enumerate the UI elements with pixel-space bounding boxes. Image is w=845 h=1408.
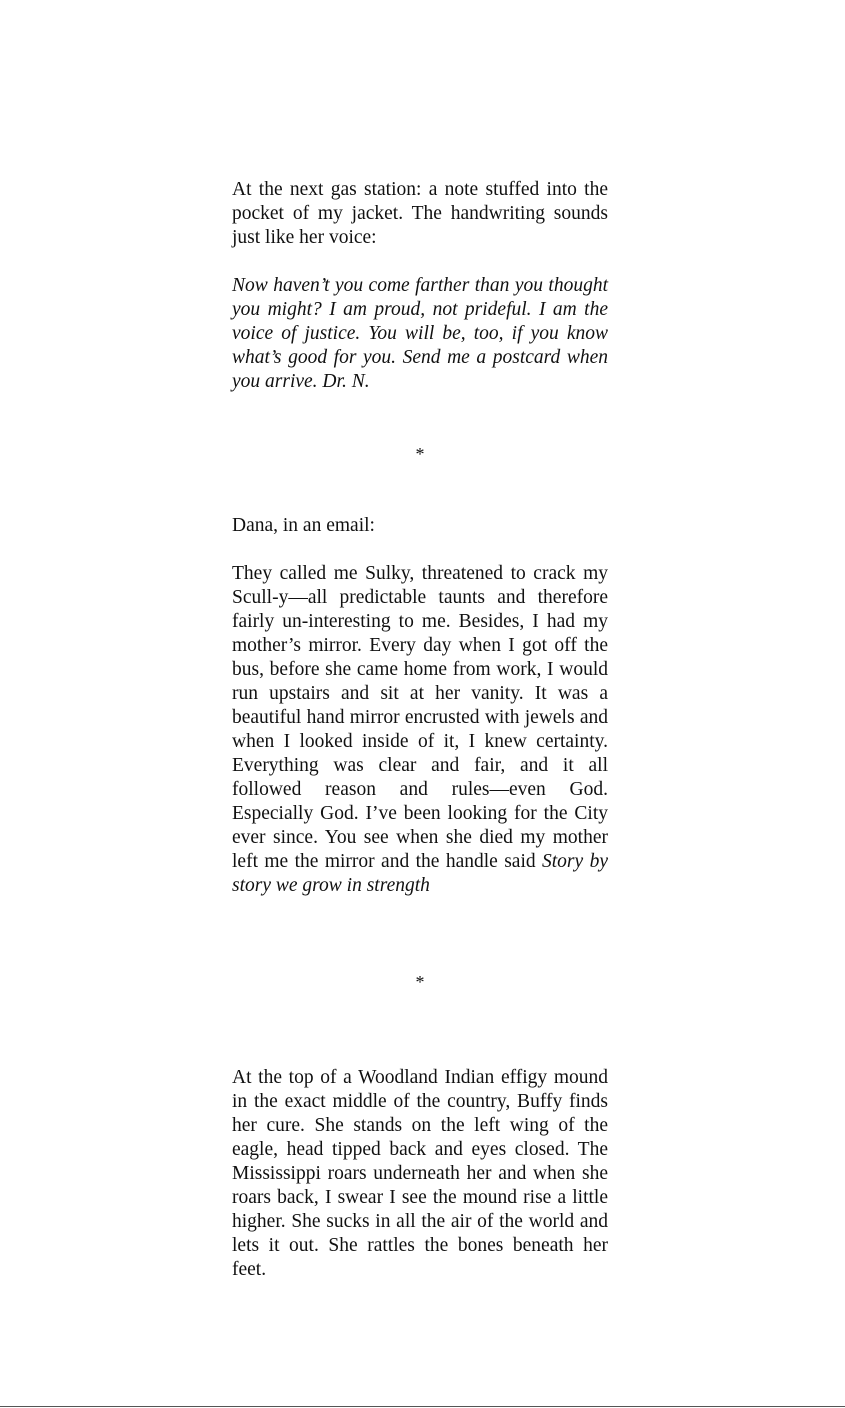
email-heading [232, 514, 608, 538]
note-paragraph: Now haven’t you come farther than you thought you might? I am proud, not prideful. I am the voice of justice. You will be, too, if you know what’s good for you. Send me a postcard when you arrive. Dr. N. [232, 275, 608, 392]
email-passage [232, 562, 608, 898]
section-separator: * [415, 444, 425, 464]
intro-paragraph: At the next gas station: a note stuffed into the pocket of my jacket. The handwriting sounds just like her voice: [232, 179, 608, 248]
section-separator: * [415, 972, 425, 992]
mound-paragraph: At the top of a Woodland Indian effigy mound in the exact middle of the country, Buffy finds her cure. She stands on the left wing of the eagle, head tipped back and eyes closed. The Mississippi roars underneath her and when she roars back, I swear I see the mound rise a little higher. She sucks in all the air of the world and lets it out. She rattles the bones beneath her feet. [232, 1067, 608, 1280]
mirror-inscription: Story by story we grow in strength [232, 851, 608, 896]
email-body-text: They called me Sulky, threatened to crack my Scull-y—all predictable taunts and therefore fairly un-interesting to me. Besides, I had my mother’s mirror. Every day when I got off the bus, before she came home from work, I would run upstairs and sit at her vanity. It was a beautiful hand mirror encrusted with jewels and when I looked inside of it, I knew certainty. Everything was clear and fair, and it all followed reason and rules—even God. Especially God. I’ve been looking for the City ever since. You see when she died my mother left me the mirror and the handle said [232, 563, 608, 872]
gas-station-passage [232, 178, 608, 250]
email-intro: Dana, in an email: [232, 515, 375, 536]
mound-passage [232, 1066, 608, 1282]
email-paragraph [232, 562, 608, 898]
doctor-note [232, 274, 608, 394]
